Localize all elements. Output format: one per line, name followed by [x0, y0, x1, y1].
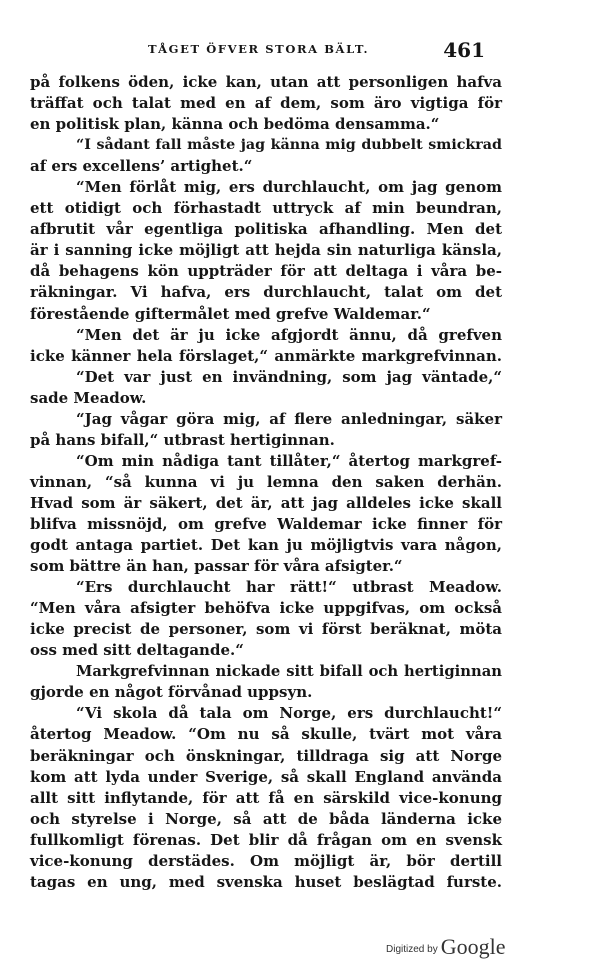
text-line: återtog Meadow. “Om nu så skulle, tvärt mot våra [30, 725, 502, 744]
google-logo: Google [440, 934, 506, 959]
text-line: Hvad som är säkert, det är, att jag alldeles icke skall [30, 493, 502, 512]
text-line: icke precist de personer, som vi först beräknat, möta [30, 620, 502, 639]
text-line: på hans bifall,“ utbrast hertiginnan. [30, 430, 335, 449]
body-text [30, 72, 502, 893]
text-line: oss med sitt deltagande.“ [30, 641, 244, 660]
text-line: “Om min nådiga tant tillåter,“ återtog markgref- [76, 451, 502, 470]
text-line: är i sanning icke möjligt att hejda sin naturliga känsla, [30, 241, 502, 260]
text-line: tagas en ung, med svenska huset beslägtad furste. [30, 872, 502, 891]
text-line: beräkningar och önskningar, tilldraga sig att Norge [30, 746, 502, 765]
text-line: och styrelse i Norge, så att de båda länderna icke [30, 809, 502, 828]
text-line: vice-konung derstädes. Om möjligt är, bör dertill [30, 851, 502, 870]
text-line: en politisk plan, känna och bedöma densamma.“ [30, 115, 440, 134]
text-line: räkningar. Vi hafva, ers durchlaucht, talat om det [30, 283, 502, 302]
text-line: “I sådant fall måste jag känna mig dubbelt smickrad [76, 137, 502, 154]
text-line: godt antaga partiet. Det kan ju möjligtvis vara någon, [30, 536, 502, 555]
text-line: afbrutit vår egentliga politiska afhandling. Men det [30, 220, 502, 239]
text-line: “Ers durchlaucht har rätt!“ utbrast Meadow. [76, 578, 502, 597]
text-line: gjorde en något förvånad uppsyn. [30, 683, 313, 702]
digitized-by-google-watermark [386, 934, 505, 960]
text-line: “Men förlåt mig, ers durchlaucht, om jag genom [76, 178, 502, 197]
text-line: blifva missnöjd, om grefve Waldemar icke finner för [30, 514, 502, 533]
text-line: “Det var just en invändning, som jag väntade,“ [76, 367, 502, 386]
text-line: då behagens kön uppträder för att deltaga i våra be- [30, 262, 502, 281]
text-line: allt sitt inflytande, för att få en särskild vice-konung [30, 788, 502, 807]
text-line: vinnan, “så kunna vi ju lemna den saken derhän. [30, 472, 502, 491]
text-line: “Vi skola då tala om Norge, ers durchlaucht!“ [76, 704, 502, 723]
text-line: förestående giftermålet med grefve Waldemar.“ [30, 304, 431, 323]
text-line: af ers excellens’ artighet.“ [30, 157, 253, 176]
text-line: icke känner hela förslaget,“ anmärkte markgrefvinnan. [30, 346, 502, 365]
page-number: 461 [443, 38, 485, 62]
text-line: “Jag vågar göra mig, af flere anledningar, säker [76, 409, 502, 428]
text-line: ett otidigt och förhastadt uttryck af min beundran, [30, 199, 502, 218]
digitized-by-label: Digitized by [386, 944, 438, 955]
text-line: som bättre än han, passar för våra afsigter.“ [30, 557, 403, 576]
text-line: träffat och talat med en af dem, som äro vigtiga för [30, 94, 502, 113]
text-line: Markgrefvinnan nickade sitt bifall och hertiginnan [76, 663, 502, 681]
text-line: “Men det är ju icke afgjordt ännu, då grefven [76, 325, 502, 344]
text-line: fullkomligt förenas. Det blir då frågan om en svensk [30, 830, 502, 849]
text-line: kom att lyda under Sverige, så skall England använda [30, 767, 502, 786]
text-line: sade Meadow. [30, 388, 147, 407]
running-title: TÅGET ÖFVER STORA BÄLT. [148, 42, 370, 56]
page-header [30, 38, 485, 62]
text-line: “Men våra afsigter behöfva icke uppgifvas, om också [30, 599, 502, 618]
text-line: på folkens öden, icke kan, utan att personligen hafva [30, 73, 502, 91]
